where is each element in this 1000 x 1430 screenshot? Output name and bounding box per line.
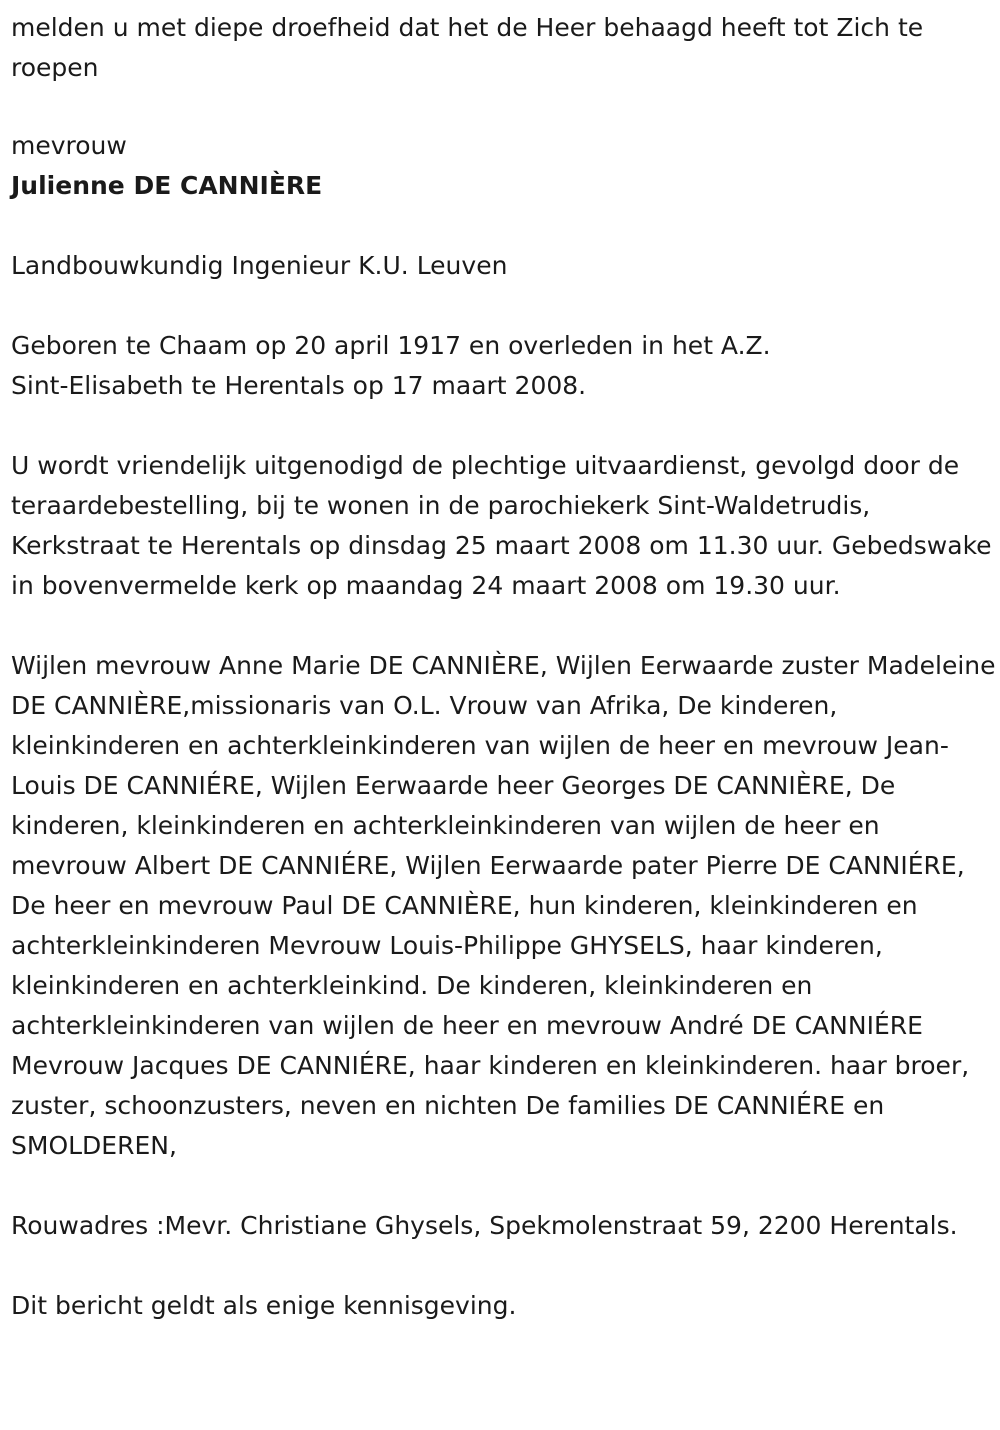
funeral-invitation: U wordt vriendelijk uitgenodigd de plechtige uitvaardienst, gevolgd door de teraardebestelling, bij te wonen in de parochiekerk Sint-Waldetrudis, Kerkstraat te Herentals op dinsdag 25 maart 2008 om 11.30 uur. Gebedswake in bovenvermelde kerk op maandag 24 maart 2008 om 19.30 uur. xyxy=(11,451,992,600)
salutation: mevrouw xyxy=(11,131,127,160)
family-list: Wijlen mevrouw Anne Marie DE CANNIÈRE, Wijlen Eerwaarde zuster Madeleine DE CANNIÈRE,missionaris van O.L. Vrouw van Afrika, De kinderen, kleinkinderen en achterkleinkinderen van wijlen de heer en mevrouw Jean-Louis DE CANNIÉRE, Wijlen Eerwaarde heer Georges DE CANNIÈRE, De kinderen, kleinkinderen en achterkleinkinderen van wijlen de heer en mevrouw Albert DE CANNIÉRE, Wijlen Eerwaarde pater Pierre DE CANNIÉRE, De heer en mevrouw Paul DE CANNIÈRE, hun kinderen, kleinkinderen en achterkleinkinderen Mevrouw Louis-Philippe GHYSELS, haar kinderen, kleinkinderen en achterkleinkind. De kinderen, kleinkinderen en achterkleinkinderen van wijlen de heer en mevrouw André DE CANNIÉRE Mevrouw Jacques DE CANNIÉRE, haar kinderen en kleinkinderen. haar broer, zuster, schoonzusters, neven en nichten De families DE CANNIÉRE en SMOLDEREN, xyxy=(11,651,996,1160)
closing-note: Dit bericht geldt als enige kennisgeving. xyxy=(11,1291,517,1320)
birth-death-info xyxy=(11,326,996,406)
deceased-name: Julienne DE CANNIÈRE xyxy=(11,171,323,200)
birth-death-line-1: Geboren te Chaam op 20 april 1917 en overleden in het A.Z. xyxy=(11,331,771,360)
intro-text: melden u met diepe droefheid dat het de Heer behaagd heeft tot Zich te roepen xyxy=(11,13,924,82)
profession-title: Landbouwkundig Ingenieur K.U. Leuven xyxy=(11,251,508,280)
birth-death-line-2: Sint-Elisabeth te Herentals op 17 maart 2008. xyxy=(11,371,587,400)
mourning-address: Rouwadres :Mevr. Christiane Ghysels, Spekmolenstraat 59, 2200 Herentals. xyxy=(11,1211,958,1240)
obituary-document xyxy=(11,8,996,1326)
